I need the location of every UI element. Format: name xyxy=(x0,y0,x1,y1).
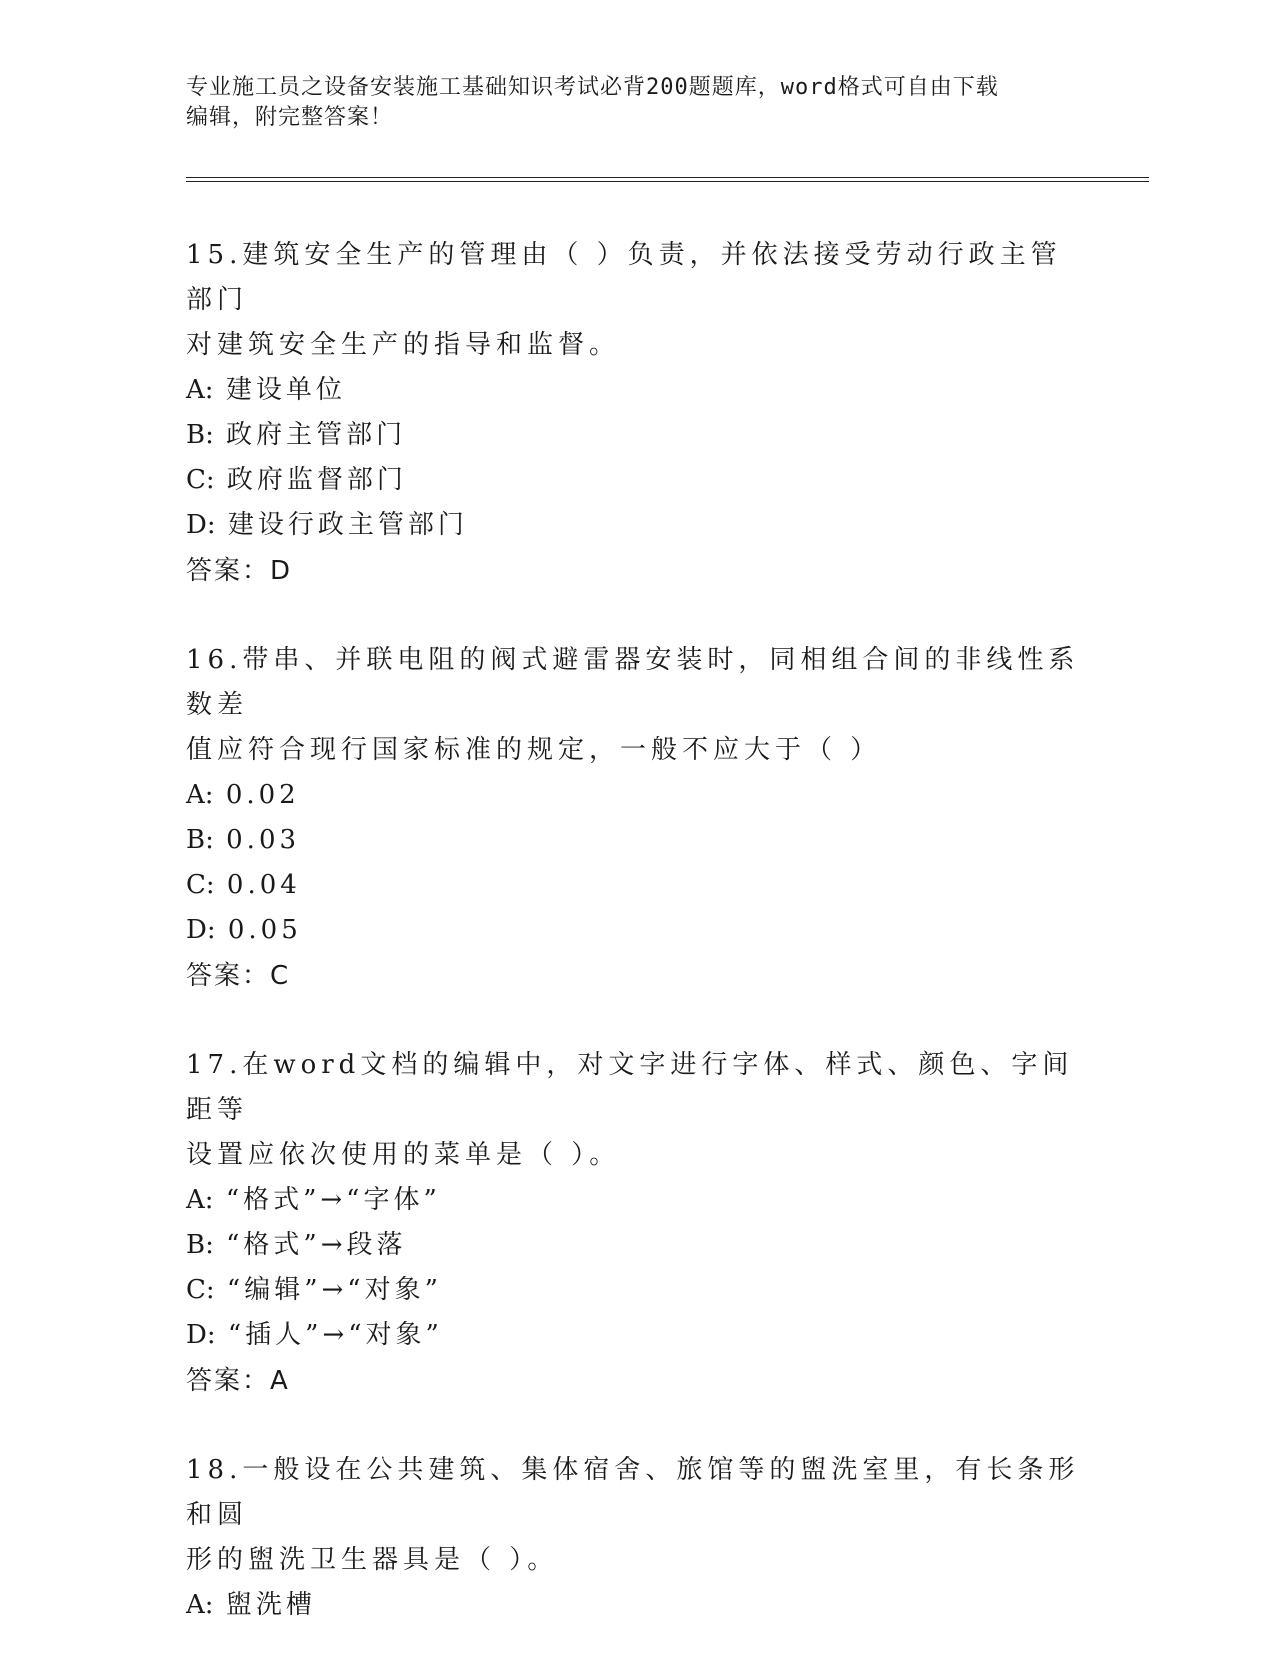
option-letter: C: xyxy=(186,870,215,900)
option-text: “插人”→“对象” xyxy=(227,1320,443,1350)
question-stem-line: 16.带串、并联电阻的阀式避雷器安装时，同相组合间的非线性系数差 xyxy=(186,645,1080,720)
option-c xyxy=(186,458,1086,503)
question-list xyxy=(186,233,1086,1672)
option-text: 0.03 xyxy=(226,825,301,855)
option-text: 0.05 xyxy=(227,915,302,945)
option-d xyxy=(186,503,1086,548)
question-stem-line: 18.一般设在公共建筑、集体宿舍、旅馆等的盥洗室里，有长条形和圆 xyxy=(186,1455,1080,1530)
document-header xyxy=(186,73,1086,133)
header-line-2: 编辑，附完整答案！ xyxy=(186,105,394,130)
option-letter: B: xyxy=(186,420,214,450)
question-17 xyxy=(186,1043,1086,1404)
question-stem-line: 形的盥洗卫生器具是（ ）。 xyxy=(186,1545,559,1575)
option-c xyxy=(186,1268,1086,1313)
option-a xyxy=(186,773,1086,818)
option-letter: A: xyxy=(186,375,214,405)
option-a xyxy=(186,1583,1086,1628)
question-stem-line: 15.建筑安全生产的管理由（ ）负责，并依法接受劳动行政主管部门 xyxy=(186,240,1062,315)
option-letter: C: xyxy=(186,465,215,495)
option-letter: B: xyxy=(186,825,214,855)
option-text: 建设单位 xyxy=(225,375,346,405)
option-letter: D: xyxy=(186,1320,216,1350)
option-text: “编辑”→“对象” xyxy=(226,1275,442,1305)
option-letter: D: xyxy=(186,915,216,945)
question-stem-line: 17.在word文档的编辑中，对文字进行字体、样式、颜色、字间距等 xyxy=(186,1050,1074,1125)
option-letter: A: xyxy=(186,1185,214,1215)
question-16 xyxy=(186,638,1086,999)
option-b xyxy=(186,413,1086,458)
option-c xyxy=(186,863,1086,908)
option-d xyxy=(186,908,1086,953)
header-line-1: 专业施工员之设备安装施工基础知识考试必背200题题库，word格式可自由下载 xyxy=(186,75,999,100)
option-letter: A: xyxy=(186,1590,214,1620)
option-letter: D: xyxy=(186,510,216,540)
question-stem-line: 值应符合现行国家标准的规定，一般不应大于（ ） xyxy=(186,735,882,765)
option-text: 政府监督部门 xyxy=(226,465,407,495)
option-letter: A: xyxy=(186,780,214,810)
option-text: 盥洗槽 xyxy=(225,1590,316,1620)
header-divider-bottom xyxy=(186,181,1149,182)
header-divider-top xyxy=(186,177,1149,178)
question-18 xyxy=(186,1448,1086,1628)
question-stem-line: 对建筑安全生产的指导和监督。 xyxy=(186,330,621,360)
option-text: 0.02 xyxy=(225,780,300,810)
option-text: 0.04 xyxy=(226,870,301,900)
answer-line: 答案：C xyxy=(186,961,291,991)
answer-line: 答案：A xyxy=(186,1366,290,1396)
option-d xyxy=(186,1313,1086,1358)
question-15 xyxy=(186,233,1086,594)
option-letter: B: xyxy=(186,1230,214,1260)
option-b xyxy=(186,1223,1086,1268)
option-text: “格式”→“字体” xyxy=(225,1185,441,1215)
option-text: 建设行政主管部门 xyxy=(227,510,468,540)
option-text: 政府主管部门 xyxy=(226,420,407,450)
question-stem-line: 设置应依次使用的菜单是（ ）。 xyxy=(186,1140,621,1170)
option-b xyxy=(186,818,1086,863)
option-letter: C: xyxy=(186,1275,215,1305)
answer-line: 答案：D xyxy=(186,556,293,586)
option-a xyxy=(186,1178,1086,1223)
option-a xyxy=(186,368,1086,413)
option-text: “格式”→段落 xyxy=(226,1230,407,1260)
